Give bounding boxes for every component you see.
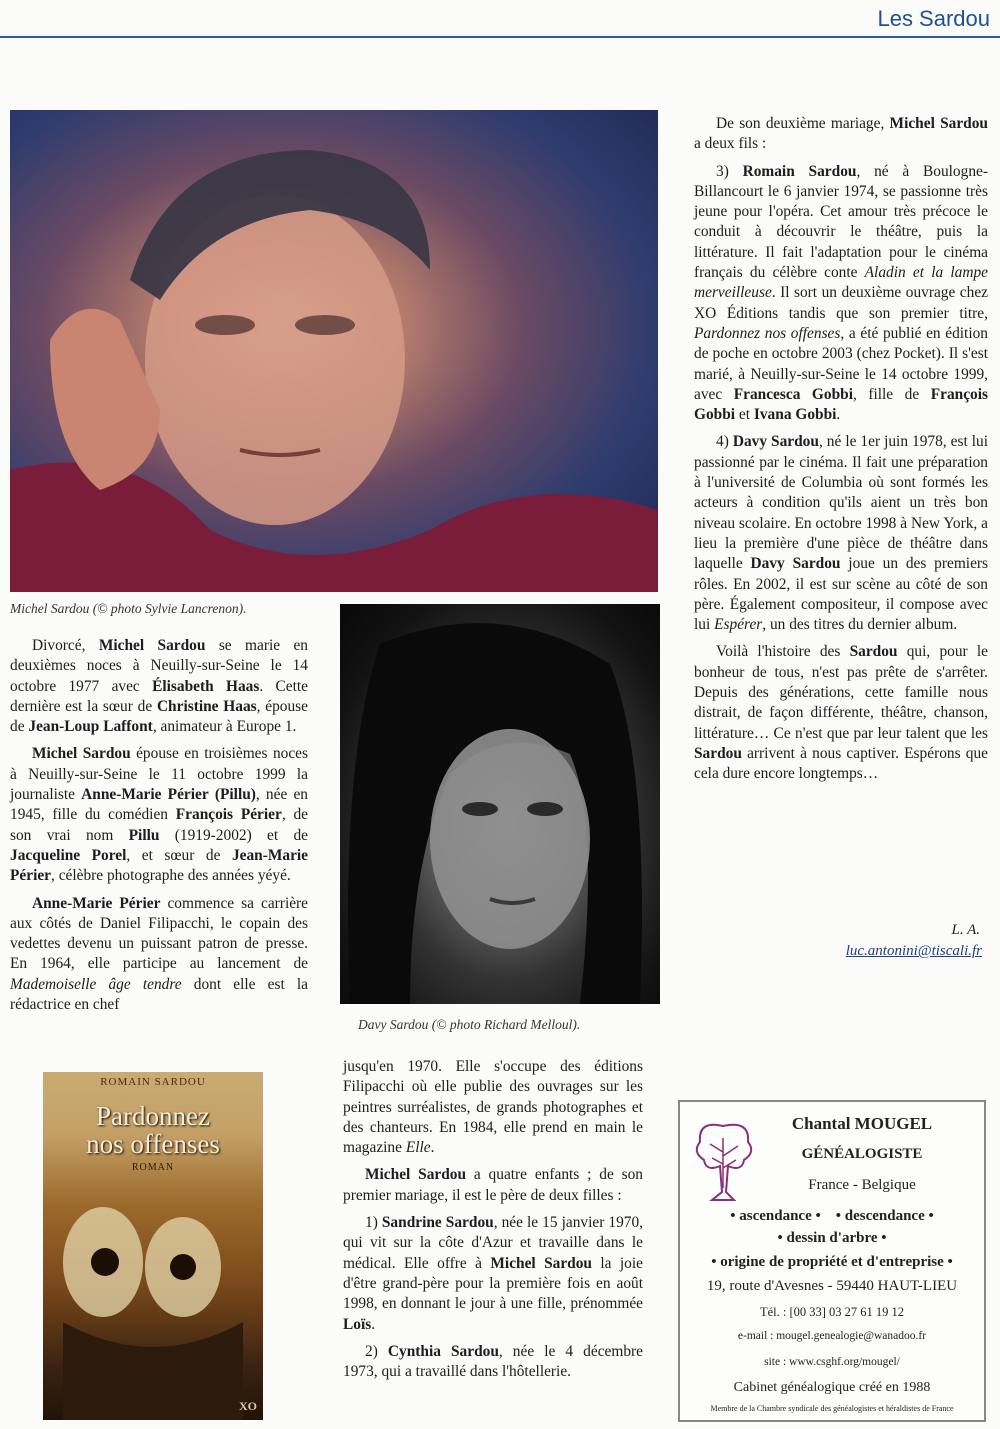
photo-michel-sardou bbox=[10, 110, 658, 592]
book-author: ROMAIN SARDOU bbox=[100, 1076, 206, 1088]
ad-services-row1: • ascendance • • descendance • bbox=[730, 1208, 934, 1224]
col1-paragraph-2: Michel Sardou épouse en troisièmes noces à Neuilly-sur-Seine le 11 octobre 1999 la journaliste Anne-Marie Périer (Pillu), née en 1945, fille du comédien François Périer, de son vrai nom Pillu (1919-2002) et de Jacqueline Porel, et sœur de Jean-Marie Périer, célèbre photographe des années yéyé. bbox=[10, 745, 309, 885]
ad-founded: Cabinet généalogique créé en 1988 bbox=[733, 1380, 931, 1395]
ad-services-row2: • dessin d'arbre • bbox=[777, 1230, 887, 1246]
photo-davy-sardou bbox=[340, 604, 660, 1004]
book-title-line2: nos offenses bbox=[86, 1129, 220, 1159]
ad-website[interactable]: site : www.csghf.org/mougel/ bbox=[764, 1356, 900, 1368]
article-column-2 bbox=[343, 1057, 643, 1389]
header-rule bbox=[0, 36, 1000, 38]
col3-paragraph-3: 4) Davy Sardou, né le 1er juin 1978, est lui passionné par le cinéma. Il fait une préparation à l'université de Columbia où sont formés les acteurs à condition qu'ils aient un très bon niveau scolaire. En octobre 1998 à New York, a lieu la première d'une pièce de théâtre dans laquelle Davy Sardou joue un des premiers rôles. En 2002, il est sur scène au côté de son père. Également compositeur, il compose avec lui Espérer, un des titres du dernier album. bbox=[694, 433, 989, 634]
ad-profession: GÉNÉALOGISTE bbox=[801, 1146, 923, 1162]
author-initials: L. A. bbox=[951, 922, 980, 938]
col2-paragraph-3: 1) Sandrine Sardou, née le 15 janvier 1970, qui vit sur la côte d'Azur et travaille dans le médical. Elle offre à Michel Sardou la joie d'être grand-père pour la première fois en août 1998, en donnant le jour à une fille, prénommée Loïs. bbox=[343, 1214, 643, 1333]
article-column-1 bbox=[10, 636, 308, 1022]
ad-phone: Tél. : [00 33] 03 27 61 19 12 bbox=[759, 1305, 905, 1319]
col1-paragraph-3: Anne-Marie Périer commence sa carrière aux côtés de Daniel Filipacchi, le copain des vedettes devenu un puissant patron de presse. En 1964, elle participe au lancement de Mademoiselle âge tendre dont elle est la rédactrice en chef bbox=[10, 894, 309, 1014]
col2-paragraph-4: 2) Cynthia Sardou, née le 4 décembre 1973, qui a travaillé dans l'hôtellerie. bbox=[343, 1342, 643, 1381]
book-publisher-logo: XO bbox=[239, 1399, 257, 1413]
ad-email[interactable]: e-mail : mougel.genealogie@wanadoo.fr bbox=[737, 1330, 927, 1342]
col1-paragraph-1: Divorcé, Michel Sardou se marie en deuxièmes noces à Neuilly-sur-Seine le 14 octobre 1977 avec Élisabeth Haas. Cette dernière est la sœur de Christine Haas, épouse de Jean-Loup Laffont, animateur à Europe 1. bbox=[10, 637, 308, 736]
ad-services-row3: • origine de propriété et d'entreprise • bbox=[711, 1254, 953, 1270]
caption-davy: Davy Sardou (© photo Richard Melloul). bbox=[358, 1017, 581, 1032]
genealogist-advertisement bbox=[678, 1100, 986, 1422]
col3-paragraph-1: De son deuxième mariage, Michel Sardou a deux fils : bbox=[694, 115, 988, 153]
page-header-title: Les Sardou bbox=[877, 6, 990, 31]
caption-michel: Michel Sardou (© photo Sylvie Lancrenon). bbox=[10, 601, 247, 616]
col2-paragraph-1: jusqu'en 1970. Elle s'occupe des éditions Filipacchi où elle publie des ouvrages sur les peintres surréalistes, de grands photographes et des chanteurs. En 1984, elle prend en main le magazine Elle. bbox=[343, 1058, 643, 1157]
book-title-line1: Pardonnez bbox=[96, 1101, 210, 1131]
col3-paragraph-4: Voilà l'histoire des Sardou qui, pour le bonheur de tous, n'est pas prête de s'arrêter. Depuis des générations, cette famille nous distrait, de façon différente, théâtre, chanson, littérature… Ce n'est que par leur talent que les Sardou arrivent à nous captiver. Espérons que cela dure encore longtemps… bbox=[694, 643, 988, 783]
ad-address: 19, route d'Avesnes - 59440 HAUT-LIEU bbox=[706, 1278, 958, 1294]
book-title bbox=[43, 1102, 263, 1158]
ad-region: France - Belgique bbox=[808, 1177, 916, 1193]
book-subtitle: ROMAN bbox=[131, 1162, 175, 1173]
article-column-3 bbox=[694, 114, 988, 792]
ad-name: Chantal MOUGEL bbox=[791, 1114, 933, 1133]
author-email-link[interactable]: luc.antonini@tiscali.fr bbox=[845, 943, 982, 959]
ad-membership: Membre de la Chambre syndicale des généalogistes et héraldistes de France bbox=[710, 1404, 954, 1413]
book-cover-pardonnez-nos-offenses bbox=[43, 1072, 263, 1420]
col2-paragraph-2: Michel Sardou a quatre enfants ; de son premier mariage, il est le père de deux filles : bbox=[343, 1166, 643, 1204]
col3-paragraph-2: 3) Romain Sardou, né à Boulogne-Billancourt le 6 janvier 1974, se passionne très jeune pour l'opéra. Cet amour très précoce le conduit à découvrir le théâtre, puis la littérature. Il fait l'adaptation pour le cinéma français du célèbre conte Aladin et la lampe merveilleuse. Il sort un deuxième ouvrage chez XO Éditions tandis que son premier titre, Pardonnez nos offenses, a été publié en édition de poche en octobre 2003 (chez Pocket). Il s'est marié, à Neuilly-sur-Seine le 14 octobre 1999, avec Francesca Gobbi, fille de François Gobbi et Ivana Gobbi. bbox=[694, 162, 989, 424]
